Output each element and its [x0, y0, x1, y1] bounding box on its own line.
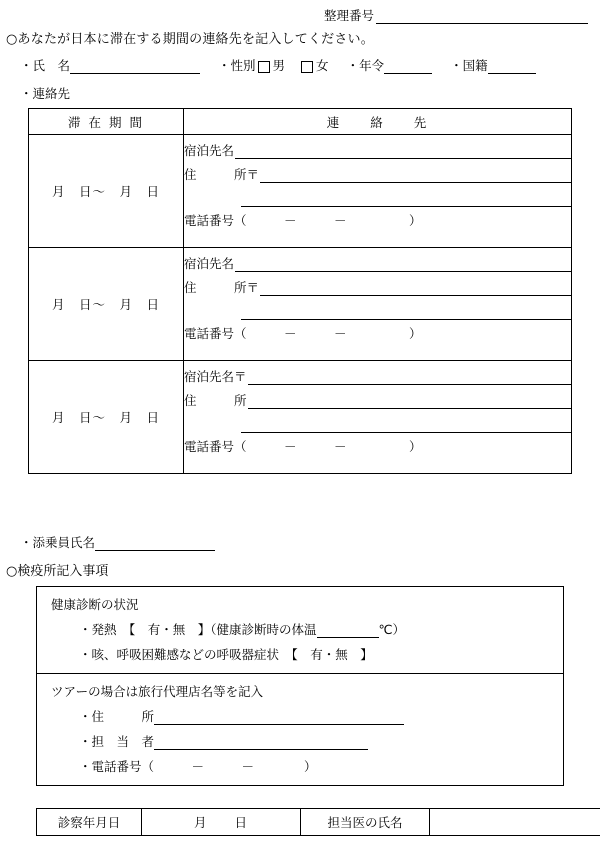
temperature-input[interactable]: [317, 623, 379, 638]
address-input-2b[interactable]: [241, 305, 571, 320]
lodging-row-3: [184, 361, 571, 385]
period-cell-3[interactable]: 月 日～ 月 日: [29, 361, 184, 474]
agency-address-line: [79, 707, 553, 725]
tel-row-3[interactable]: [184, 433, 571, 455]
agency-person-input[interactable]: [154, 735, 368, 750]
period-cell-1[interactable]: 月 日～ 月 日: [29, 135, 184, 248]
sex-label: ・性別: [218, 58, 256, 73]
address-input-1[interactable]: [260, 168, 571, 183]
name-input[interactable]: [70, 59, 200, 74]
health-status-title: 健康診断の状況: [51, 597, 139, 612]
address-extra-row-1: [184, 183, 571, 207]
address-label-2: 住 所: [184, 280, 247, 295]
address-label-1: 住 所: [184, 167, 247, 182]
lodging-label-2: 宿泊先名: [184, 256, 235, 271]
postal-mark-2: 〒: [246, 280, 260, 295]
table-row: [29, 361, 572, 474]
agency-tel-line[interactable]: [79, 757, 553, 775]
fever-label: ・発熱 【 有・無 】（健康診断時の体温: [79, 622, 317, 637]
age-input[interactable]: [384, 59, 432, 74]
sex-female-label: 女: [316, 58, 329, 73]
agency-tel-label: ・電話番号（ － － ）: [79, 759, 317, 774]
fever-line[interactable]: [79, 620, 553, 638]
lodging-input-2[interactable]: [235, 257, 571, 272]
table-row: [29, 248, 572, 361]
lodging-label-3: 宿泊先名: [184, 369, 235, 384]
doctor-name-value[interactable]: [430, 809, 600, 836]
lead-instruction: ○あなたが日本に滞在する期間の連絡先を記入してください。: [6, 32, 374, 47]
nationality-label: ・国籍: [450, 58, 488, 73]
tour-conductor-input[interactable]: [95, 536, 215, 551]
age-label: ・年令: [346, 58, 385, 73]
sex-field: [218, 56, 329, 74]
tel-row-2[interactable]: [184, 320, 571, 342]
address-extra-row-2: [184, 296, 571, 320]
address-input-2[interactable]: [260, 281, 571, 296]
doctor-name-label: 担当医の氏名: [301, 809, 430, 836]
agency-address-input[interactable]: [154, 710, 404, 725]
checkbox-male[interactable]: [258, 61, 270, 73]
lodging-row-2: [184, 248, 571, 272]
lodging-input-1[interactable]: [235, 144, 571, 159]
address-row-1: [184, 159, 571, 183]
address-label-3: 住 所: [184, 393, 247, 408]
postal-mark-1: 〒: [246, 167, 260, 182]
contact-cell-1: [184, 135, 572, 248]
lodging-label-1: 宿泊先名: [184, 143, 235, 158]
tour-conductor-field: [20, 533, 215, 551]
control-number-row: [0, 6, 600, 24]
health-status-section: [37, 587, 563, 673]
address-extra-row-3: [184, 409, 571, 433]
examination-table: [36, 808, 600, 836]
tour-agency-section: [37, 673, 563, 785]
header-period: 滞 在 期 間: [29, 109, 184, 135]
tel-label-3: 電話番号（ － － ）: [184, 439, 422, 454]
address-input-1b[interactable]: [241, 192, 571, 207]
exam-date-label: 診察年月日: [37, 809, 142, 836]
exam-date-value[interactable]: 月 日: [142, 809, 301, 836]
address-input-3b[interactable]: [241, 418, 571, 433]
tour-agency-title: ツアーの場合は旅行代理店名等を記入: [51, 684, 264, 699]
agency-address-label: ・住 所: [79, 709, 155, 724]
tel-label-1: 電話番号（ － － ）: [184, 213, 422, 228]
tel-label-2: 電話番号（ － － ）: [184, 326, 422, 341]
nationality-input[interactable]: [488, 59, 536, 74]
table-row: [29, 135, 572, 248]
control-number-label: 整理番号: [323, 8, 374, 23]
contact-cell-3: [184, 361, 572, 474]
postal-mark-3: 〒: [234, 369, 247, 384]
agency-person-line: [79, 732, 553, 750]
quarantine-heading: ○検疫所記入事項: [6, 564, 109, 579]
contact-table: [28, 108, 572, 474]
sex-male-label: 男: [272, 58, 286, 73]
nationality-field: [450, 56, 536, 74]
contact-cell-2: [184, 248, 572, 361]
respiratory-line[interactable]: [79, 645, 553, 663]
table-header-row: [29, 109, 572, 135]
temperature-unit: ℃）: [378, 622, 406, 637]
contact-section-label: ・連絡先: [20, 86, 71, 101]
tour-conductor-label: ・添乗員氏名: [20, 535, 96, 550]
tel-row-1[interactable]: [184, 207, 571, 229]
header-contact: 連 絡 先: [184, 109, 572, 135]
respiratory-label: ・咳、呼吸困難感などの呼吸器症状 【 有・無 】: [79, 647, 373, 662]
address-input-3[interactable]: [248, 394, 571, 409]
checkbox-female[interactable]: [301, 61, 313, 73]
table-row: [37, 809, 600, 836]
lodging-row-1: [184, 135, 571, 159]
personal-info-row: [20, 56, 590, 74]
address-row-3: [184, 385, 571, 409]
age-field: [347, 56, 433, 74]
agency-person-label: ・担 当 者: [79, 734, 155, 749]
control-number-input[interactable]: [376, 8, 588, 24]
name-field: [20, 56, 200, 74]
period-cell-2[interactable]: 月 日～ 月 日: [29, 248, 184, 361]
name-label: ・氏 名: [20, 58, 71, 73]
lodging-input-3[interactable]: [248, 370, 571, 385]
address-row-2: [184, 272, 571, 296]
quarantine-box: [36, 586, 564, 786]
